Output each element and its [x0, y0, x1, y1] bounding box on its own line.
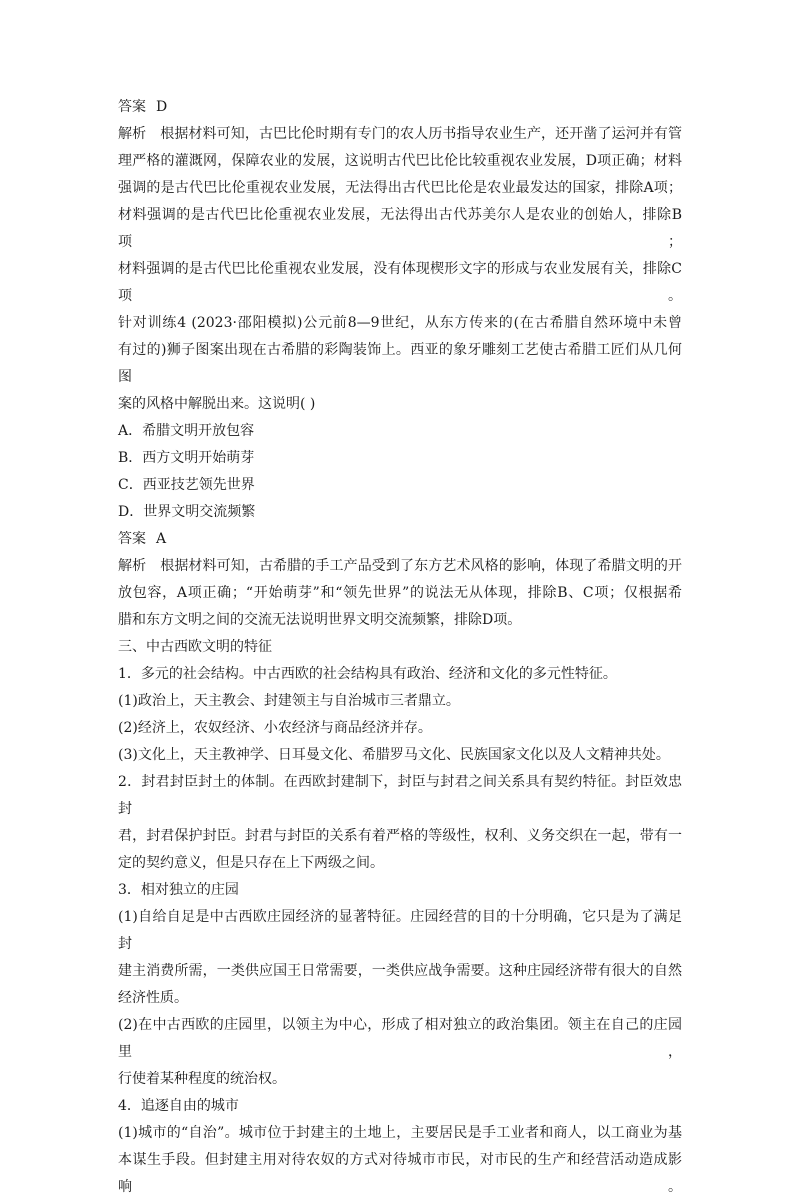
- analysis-line: [118, 121, 682, 148]
- text-line: (2)经济上，农奴经济、小农经济与商品经济并存。: [118, 720, 432, 736]
- subsection-heading: 4．追逐自由的城市: [118, 1098, 239, 1114]
- option-b: B．西方文明开始萌芽: [118, 450, 255, 466]
- text-line: 强调的是古代巴比伦重视农业发展，无法得出古代巴比伦是农业最发达的国家，排除A项；: [118, 180, 682, 196]
- answer-line: [118, 526, 682, 553]
- option-d: D．世界文明交流频繁: [118, 504, 256, 520]
- analysis-text: 根据材料可知，古希腊的手工产品受到了东方艺术风格的影响，体现了希腊文明的开: [160, 558, 683, 574]
- analysis-label: 解析: [118, 558, 147, 574]
- answer-value: A: [156, 531, 167, 547]
- text-line: (1)政治上，天主教会、封建领主与自治城市三者鼎立。: [118, 693, 460, 709]
- exercise-question-line: 针对训练4 (2023·邵阳模拟)公元前8—9世纪，从东方传来的(在古希腊自然环境中未曾: [118, 315, 682, 331]
- text-line: 腊和东方文明之间的交流无法说明世界文明交流频繁，排除D项。: [118, 612, 522, 628]
- text-line: 建主消费所需，一类供应国王日常需要，一类供应战争需要。这种庄园经济带有很大的自然: [118, 963, 682, 979]
- text-line: 材料强调的是古代巴比伦重视农业发展，没有体现楔形文字的形成与农业发展有关，排除C项。: [118, 261, 682, 304]
- text-line: 行使着某种程度的统治权。: [118, 1071, 286, 1087]
- text-line: 本谋生手段。但封建主用对待农奴的方式对待城市市民，对市民的生产和经营活动造成影响。: [118, 1152, 682, 1195]
- text-line: 材料强调的是古代巴比伦重视农业发展，无法得出古代苏美尔人是农业的创始人，排除B项；: [118, 207, 682, 250]
- text-line: 放包容，A项正确；“开始萌芽”和“领先世界”的说法无从体现，排除B、C项；仅根据希: [118, 585, 682, 601]
- text-line: 有过的)狮子图案出现在古希腊的彩陶装饰上。西亚的象牙雕刻工艺使古希腊工匠们从几何图: [118, 342, 682, 385]
- text-line: 经济性质。: [118, 990, 188, 1006]
- text-line: 理严格的灌溉网，保障农业的发展，这说明古代巴比伦比较重视农业发展，D项正确；材料: [118, 153, 682, 169]
- answer-value: D: [156, 99, 168, 115]
- text-line: (3)文化上，天主教神学、日耳曼文化、希腊罗马文化、民族国家文化以及人文精神共处。: [118, 747, 670, 763]
- answer-line: [118, 94, 682, 121]
- analysis-line: [118, 553, 682, 580]
- option-c: C．西亚技艺领先世界: [118, 477, 255, 493]
- answer-label: 答案: [118, 99, 146, 115]
- analysis-label: 解析: [118, 126, 147, 142]
- answer-label: 答案: [118, 531, 146, 547]
- subsection-heading: 3．相对独立的庄园: [118, 882, 239, 898]
- text-line: 2．封君封臣封土的体制。在西欧封建制下，封臣与封君之间关系具有契约特征。封臣效忠封: [118, 774, 682, 817]
- text-line: 君，封君保护封臣。封君与封臣的关系有着严格的等级性，权利、义务交织在一起，带有一: [118, 828, 682, 844]
- section-heading: 三、中古西欧文明的特征: [118, 639, 272, 655]
- text-line: 定的契约意义，但是只存在上下两级之间。: [118, 855, 384, 871]
- document-body: [118, 94, 682, 1201]
- text-line: (1)自给自足是中古西欧庄园经济的显著特征。庄园经营的目的十分明确，它只是为了满足封: [118, 909, 682, 952]
- text-line: (1)城市的“自治”。城市位于封建主的土地上，主要居民是手工业者和商人，以工商业为基: [118, 1125, 682, 1141]
- option-a: A．希腊文明开放包容: [118, 423, 255, 439]
- analysis-text: 根据材料可知，古巴比伦时期有专门的农人历书指导农业生产，还开凿了运河并有管: [160, 126, 683, 142]
- text-line: 案的风格中解脱出来。这说明( ): [118, 396, 316, 412]
- text-line: (2)在中古西欧的庄园里，以领主为中心，形成了相对独立的政治集团。领主在自己的庄园里，: [118, 1017, 682, 1060]
- text-line: 1．多元的社会结构。中古西欧的社会结构具有政治、经济和文化的多元性特征。: [118, 666, 617, 682]
